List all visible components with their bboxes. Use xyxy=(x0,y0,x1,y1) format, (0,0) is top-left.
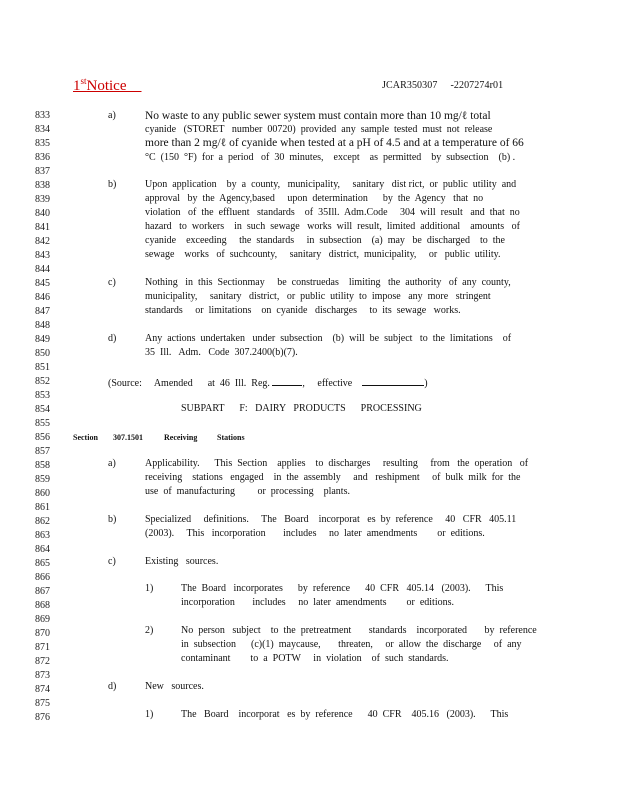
para-b-line: Upon application by a county, municipality, sanitary dist rict, or public utility and xyxy=(145,179,517,190)
line-number: 841 xyxy=(35,222,50,233)
para-d-line: 35 Ill. Adm. Code 307.2400(b)(7). xyxy=(145,347,298,358)
s-para-a-line: use of manufacturing or processing plants. xyxy=(145,486,350,497)
label-a: a) xyxy=(108,110,116,121)
line-number: 860 xyxy=(35,488,50,499)
line-number: 847 xyxy=(35,306,50,317)
line-number: 866 xyxy=(35,572,50,583)
s-para-c1-line: The Board incorporates by reference 40 CFR 405.14 (2003). This xyxy=(181,583,504,594)
para-a-line: more than 2 mg/ℓ of cyanide when tested at a pH of 4.5 and at a temperature of 66 xyxy=(145,137,524,149)
s-para-c2-line: contaminant to a POTW in violation of such standards. xyxy=(181,653,449,664)
s-para-d: New sources. xyxy=(145,681,204,692)
line-number: 872 xyxy=(35,656,50,667)
s-label-c: c) xyxy=(108,556,116,567)
line-number: 848 xyxy=(35,320,50,331)
para-a-line: °C (150 °F) for a period of 30 minutes, except as permitted by subsection (b) . xyxy=(145,152,516,163)
s-label-b: b) xyxy=(108,514,117,525)
s-label-a: a) xyxy=(108,458,116,469)
line-number: 849 xyxy=(35,334,50,345)
source-end: ) xyxy=(424,378,428,389)
para-b-line: cyanide exceeding the standards in subsection (a) may be discharged to the xyxy=(145,235,505,246)
s-para-d1: The Board incorporat es by reference 40 CFR 405.16 (2003). This xyxy=(181,709,509,720)
source-middle: , effective xyxy=(302,378,353,389)
para-d-line: Any actions undertaken under subsection (b) will be subject to the limitations of xyxy=(145,333,512,344)
section-word: Section xyxy=(73,433,98,442)
notice-header xyxy=(73,76,142,95)
line-number: 836 xyxy=(35,152,50,163)
para-b-line: hazard to workers in such sewage works will result, limited additional amounts of xyxy=(145,221,520,232)
line-number: 867 xyxy=(35,586,50,597)
line-number: 863 xyxy=(35,530,50,541)
section-title-1: Receiving xyxy=(164,433,198,442)
section-title-2: Stations xyxy=(217,433,245,442)
line-number: 850 xyxy=(35,348,50,359)
line-number: 857 xyxy=(35,446,50,457)
line-number: 858 xyxy=(35,460,50,471)
source-prefix: (Source: Amended at 46 Ill. Reg. xyxy=(108,378,270,389)
label-c: c) xyxy=(108,277,116,288)
notice-suffix: st xyxy=(80,76,87,86)
reg-blank xyxy=(272,376,302,386)
line-number: 835 xyxy=(35,138,50,149)
s-para-a-line: Applicability. This Section applies to discharges resulting from the operation of xyxy=(145,458,529,469)
notice-number: 1 xyxy=(73,78,81,94)
s-para-c1-line: incorporation includes no later amendments or editions. xyxy=(181,597,454,608)
para-c-line: Nothing in this Sectionmay be construedas limiting the authority of any county, xyxy=(145,277,511,288)
line-number: 853 xyxy=(35,390,50,401)
section-number: 307.1501 xyxy=(113,433,143,442)
effective-blank xyxy=(362,376,424,386)
line-number: 873 xyxy=(35,670,50,681)
para-b-line: approval by the Agency,based upon determination by the Agency that no xyxy=(145,193,484,204)
line-number: 856 xyxy=(35,432,50,443)
line-number: 865 xyxy=(35,558,50,569)
subpart-heading: SUBPART F: DAIRY PRODUCTS PROCESSING xyxy=(181,403,422,414)
line-number: 871 xyxy=(35,642,50,653)
s-label-c2: 2) xyxy=(145,625,154,636)
line-number: 843 xyxy=(35,250,50,261)
line-number: 839 xyxy=(35,194,50,205)
notice-word: Notice xyxy=(86,78,127,94)
line-number: 851 xyxy=(35,362,50,373)
jcar-code: JCAR350307 -2207274r01 xyxy=(382,80,504,91)
line-number: 833 xyxy=(35,110,50,121)
source-note xyxy=(108,376,428,389)
line-number: 842 xyxy=(35,236,50,247)
s-para-a-line: receiving stations engaged in the assembly and reshipment of bulk milk for the xyxy=(145,472,521,483)
line-number: 852 xyxy=(35,376,50,387)
para-c-line: standards or limitations on cyanide discharges to its sewage works. xyxy=(145,305,461,316)
s-label-c1: 1) xyxy=(145,583,154,594)
line-number: 870 xyxy=(35,628,50,639)
s-label-d1: 1) xyxy=(145,709,154,720)
s-para-c2-line: No person subject to the pretreatment standards incorporated by reference xyxy=(181,625,537,636)
line-number: 846 xyxy=(35,292,50,303)
line-number: 834 xyxy=(35,124,50,135)
para-b-line: violation of the effluent standards of 35Ill. Adm.Code 304 will result and that no xyxy=(145,207,520,218)
line-number: 844 xyxy=(35,264,50,275)
s-label-d: d) xyxy=(108,681,117,692)
label-d: d) xyxy=(108,333,117,344)
para-c-line: municipality, sanitary district, or public utility to impose any more stringent xyxy=(145,291,491,302)
line-number: 874 xyxy=(35,684,50,695)
line-number: 840 xyxy=(35,208,50,219)
line-number: 876 xyxy=(35,712,50,723)
line-number: 864 xyxy=(35,544,50,555)
s-para-c: Existing sources. xyxy=(145,556,219,567)
para-b-line: sewage works of suchcounty, sanitary district, municipality, or public utility. xyxy=(145,249,501,260)
label-b: b) xyxy=(108,179,117,190)
line-number: 837 xyxy=(35,166,50,177)
line-number: 862 xyxy=(35,516,50,527)
line-number: 869 xyxy=(35,614,50,625)
line-number: 875 xyxy=(35,698,50,709)
line-number: 859 xyxy=(35,474,50,485)
s-para-b-line: (2003). This incorporation includes no later amendments or editions. xyxy=(145,528,485,539)
line-number: 861 xyxy=(35,502,50,513)
line-number: 855 xyxy=(35,418,50,429)
s-para-c2-line: in subsection (c)(1) maycause, threaten, or allow the discharge of any xyxy=(181,639,522,650)
para-a-line: cyanide (STORET number 00720) provided any sample tested must not release xyxy=(145,124,493,135)
line-number: 845 xyxy=(35,278,50,289)
s-para-b-line: Specialized definitions. The Board incorporat es by reference 40 CFR 405.11 xyxy=(145,514,517,525)
line-number: 868 xyxy=(35,600,50,611)
line-number: 854 xyxy=(35,404,50,415)
para-a-line: No waste to any public sewer system must contain more than 10 mg/ℓ total xyxy=(145,110,491,122)
line-number: 838 xyxy=(35,180,50,191)
